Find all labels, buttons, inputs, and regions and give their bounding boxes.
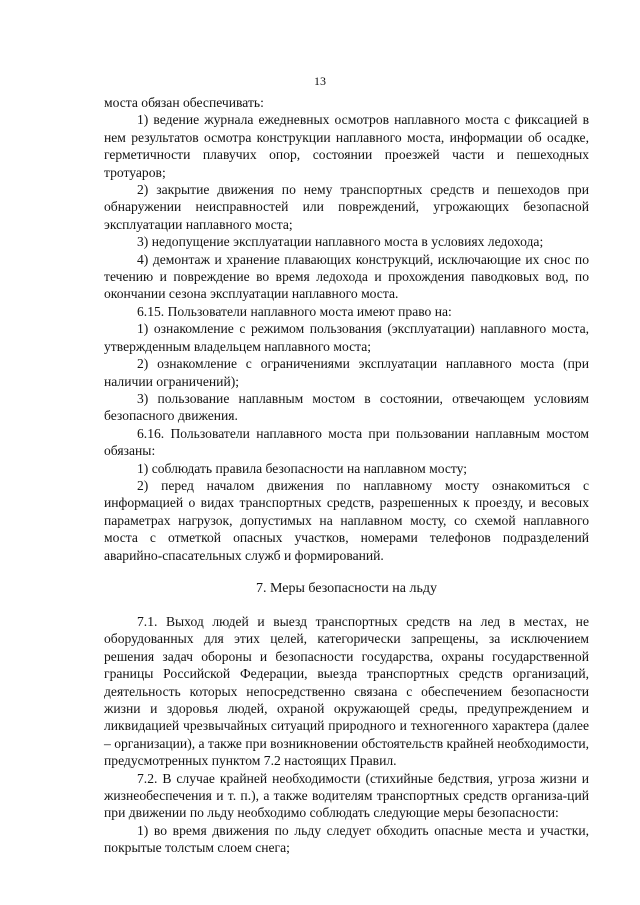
paragraph-7-2: 7.2. В случае крайней необходимости (стихийные бедствия, угроза жизни и жизнеобеспечения и т. п.), а также водителям транспортных средств организа-ций при движении по льду необходимо соблюдать следующие меры безопасности: bbox=[104, 770, 589, 821]
paragraph-6-16: 6.16. Пользователи наплавного моста при пользовании наплавным мостом обязаны: bbox=[104, 425, 589, 459]
paragraph-6-16-item-1: 1) соблюдать правила безопасности на наплавном мосту; bbox=[137, 460, 468, 476]
paragraph-item-2-traffic-closure: 2) закрытие движения по нему транспортных средств и пешеходов при обнаружении неисправностей или повреждений, угрожающих безопасной эксплуатации наплавного моста; bbox=[104, 182, 589, 232]
paragraph-6-15-item-3: 3) пользование наплавным мостом в состоянии, отвечающем условиям безопасного движения. bbox=[104, 390, 589, 424]
paragraph-6-15: 6.15. Пользователи наплавного моста имеют право на: bbox=[137, 303, 452, 319]
paragraph-6-16-item-2: 2) перед началом движения по наплавному мосту ознакомиться с информацией о видах транспортных средств, разрешенных к проезду, и весовых параметрах нагрузок, допустимых на наплавном мосту, со схемой наплавного моста с отметкой опасных участков, номерами телефонов подразделений аварийно-спасательных служб и формирований. bbox=[104, 477, 589, 563]
paragraph-item-1-journal: 1) ведение журнала ежедневных осмотров наплавного моста с фиксацией в нем результатов осмотра конструкции наплавного моста, информации об осадке, герметичности плавучих опор, состоянии проезжей части и пешеходных тротуаров; bbox=[104, 112, 589, 180]
paragraph-7-1: 7.1. Выход людей и выезд транспортных средств на лед в местах, не оборудованных для этих целей, категорически запрещены, за исключением решения задач обороны и безопасности государства, охраны государственной границы Российской Федерации, выезда транспортных средств организаций, деятельность которых непосредственно связана с обеспечением безопасности жизни и здоровья людей, охраной окружающей среды, предупреждением и ликвидацией чрезвычайных ситуаций природного и техногенного характера (далее – организации), а также при возникновении обстоятельств крайней необходимости, предусмотренных пунктом 7.2 настоящих Правил. bbox=[104, 613, 589, 769]
paragraph-6-15-item-2: 2) ознакомление с ограничениями эксплуатации наплавного моста (при наличии ограничений); bbox=[104, 356, 589, 389]
section-heading: 7. Меры безопасности на льду bbox=[256, 580, 437, 596]
page-number: 13 bbox=[314, 74, 326, 88]
paragraph-item-3-ice-drift: 3) недопущение эксплуатации наплавного моста в условиях ледохода; bbox=[137, 234, 544, 250]
paragraph-item-4-dismantling: 4) демонтаж и хранение плавающих конструкций, исключающие их снос по течению и повреждение во время ледохода и прохождения паводковых вод, по окончании сезона эксплуатации наплавного моста. bbox=[104, 251, 589, 302]
paragraph-6-15-item-1: 1) ознакомление с режимом пользования (эксплуатации) наплавного моста, утвержденным владельцем наплавного моста; bbox=[104, 321, 589, 354]
document-body bbox=[104, 94, 589, 857]
paragraph-continuation: моста обязан обеспечивать: bbox=[104, 95, 264, 110]
paragraph-7-2-item-1: 1) во время движения по льду следует обходить опасные места и участки, покрытые толстым слоем снега; bbox=[104, 822, 589, 856]
